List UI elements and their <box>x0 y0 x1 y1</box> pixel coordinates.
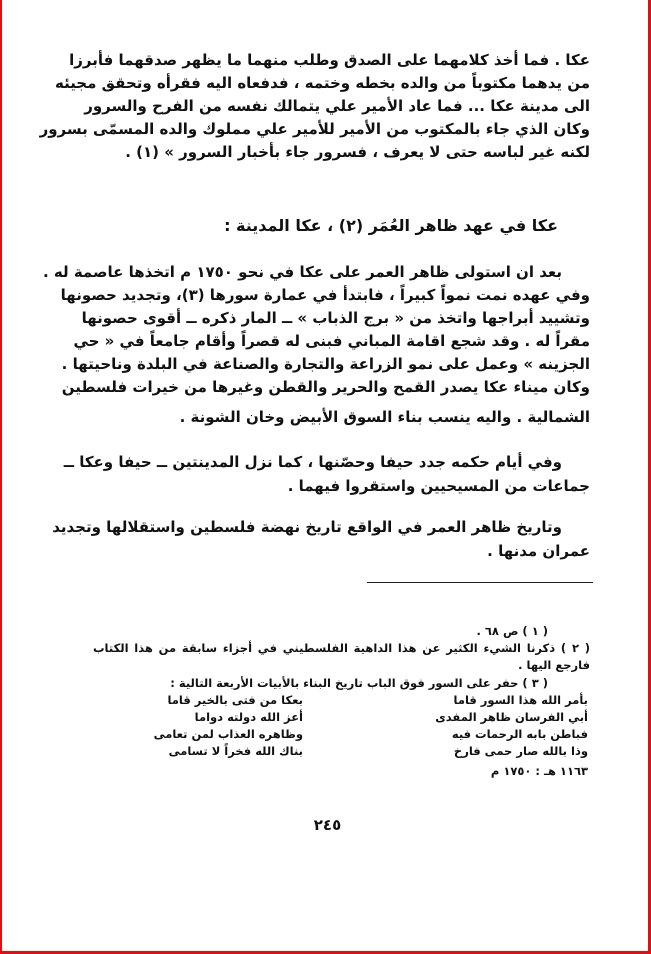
footnote-1: ( ١ ) ص ٦٨ . <box>476 624 548 638</box>
body-line: وكان ميناء عكا يصدر القمح والحرير والقطن وغيرها من خيرات فلسطين <box>61 378 590 396</box>
body-line: الى مدينة عكا ... فما عاد الأمير علي يتمالك نفسه من الفرح والسرور <box>84 97 590 115</box>
body-line: عمران مدنها . <box>487 542 590 560</box>
body-line: الجزينه » وعمل على نمو الزراعة والتجارة والصناعة في البلدة وناحيتها . <box>61 355 590 373</box>
section-heading: عكا في عهد ظاهر العُمَر (٢) ، عكا المدينة : <box>224 216 558 235</box>
body-line: جماعات من المسيحيين واستقروا فيهما . <box>287 477 590 495</box>
body-line: وتاريخ ظاهر العمر في الواقع تاريخ نهضة فلسطين واستقلالها وتجديد <box>52 518 562 536</box>
body-line: مقراً له . وقد شجع اقامة المباني فبنى له قصراً وأقام جامعاً في « حي <box>73 332 590 350</box>
page-number: ٢٤٥ <box>313 816 342 834</box>
body-line: وتشييد أبراجها واتخذ من « برج الذباب » ــ المار ذكره ــ أقوى حصونها <box>81 309 590 327</box>
verse-first-hemistich: أبي الفرسان ظاهر المفدى <box>435 710 588 724</box>
body-line: الشمالية . واليه ينسب بناء السوق الأبيض وخان الشونة . <box>179 408 590 426</box>
body-line: لكنه غير لباسه حتى لا يعرف ، فسرور جاء بأخبار السرور » (١) . <box>125 143 590 161</box>
body-line: بعد ان استولى ظاهر العمر على عكا في نحو ١٧٥٠ م اتخذها عاصمة له . <box>42 263 562 281</box>
inscription-date: ١١٦٣ هـ : ١٧٥٠ م <box>490 764 588 778</box>
verse-second-hemistich: أعز الله دولته دواما <box>194 710 303 724</box>
footnote-3: ( ٣ ) حفر على السور فوق الباب تاريخ البناء بالأبيات الأربعة التالية : <box>170 676 548 690</box>
verse-first-hemistich: بأمر الله هذا السور قاما <box>453 693 588 707</box>
body-line: عكا . فما أخذ كلامهما على الصدق وطلب منهما ما يظهر صدقهما فأبرزا <box>69 51 590 69</box>
body-line: وكان الذي جاء بالمكتوب من الأمير للأمير علي مملوك والده المسمّى بسرور <box>39 120 590 138</box>
verse-second-hemistich: بناك الله فخراً لا تسامى <box>168 744 303 758</box>
verse-first-hemistich: وذا بالله صار حمى فارخ <box>453 744 588 758</box>
verse-second-hemistich: بعكا من فتى بالخير قاما <box>167 693 303 707</box>
body-line: وفي عهده نمت نمواً كبيراً ، فابتدأ في عمارة سورها (٣)، وتجديد حصونها <box>60 286 590 304</box>
footnote-2: ( ٢ ) ذكرنا الشيء الكثير عن هذا الداهية الفلسطيني في أجزاء سابقة من هذا الكتاب <box>93 641 590 655</box>
footnote-separator <box>367 582 593 583</box>
verse-first-hemistich: فباطن بابه الرحمات فيه <box>451 727 588 741</box>
verse-second-hemistich: وظاهره العذاب لمن تعامى <box>153 727 303 741</box>
body-line: وفي أيام حكمه جدد حيفا وحصّنها ، كما نزل المدينتين ــ حيفا وعكا ــ <box>63 453 562 471</box>
body-line: من يدهما مكتوباً من والده بخطه وختمه ، فدفعاه اليه فقرأه وتحقق مجيئه <box>54 74 590 92</box>
footnote-2-cont: فارجع اليها . <box>518 658 590 672</box>
